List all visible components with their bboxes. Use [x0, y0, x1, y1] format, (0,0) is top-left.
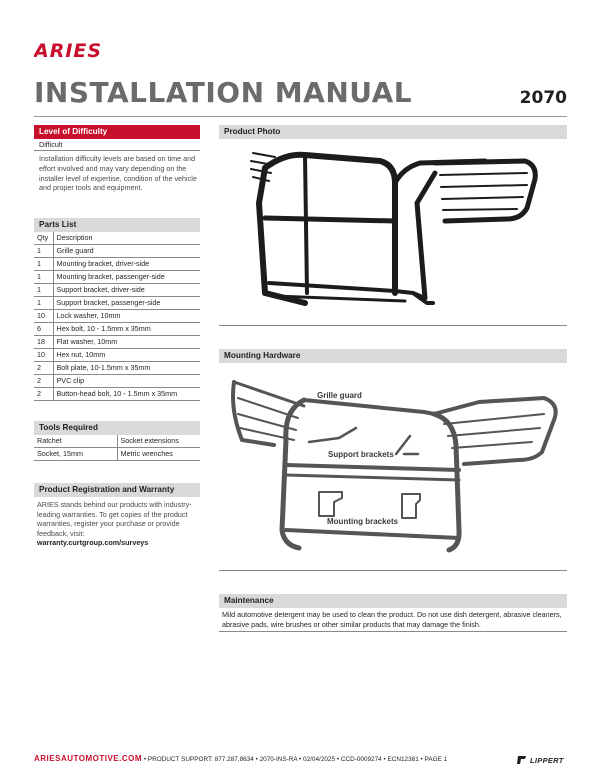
grille-guard-callout: Grille guard [317, 391, 362, 400]
description-cell: Hex bolt, 10 - 1.5mm x 35mm [53, 323, 200, 336]
mounting-hardware-section [219, 349, 567, 363]
page-title: INSTALLATION MANUAL [34, 76, 413, 109]
qty-cell: 10 [34, 310, 53, 323]
lippert-mark-icon [516, 755, 528, 765]
qty-column-header: Qty [34, 232, 53, 245]
maintenance-heading: Maintenance [219, 594, 567, 608]
description-column-header: Description [53, 232, 200, 245]
qty-cell: 2 [34, 388, 53, 401]
description-cell: Button-head bolt, 10 - 1.5mm x 35mm [53, 388, 200, 401]
mounting-brackets-callout: Mounting brackets [327, 517, 399, 526]
table-row [34, 362, 200, 375]
product-photo-section [219, 125, 567, 139]
difficulty-description: Installation difficulty levels are based on time and effort involved and may vary depending on the installer level of expertise, condition of the vehicle and proper tools and equipment. [39, 154, 197, 193]
footer-doc-number: 2070-INS-RA [259, 756, 298, 763]
qty-cell: 1 [34, 284, 53, 297]
description-cell: Support bracket, passenger-side [53, 297, 200, 310]
table-row [34, 448, 200, 461]
qty-cell: 6 [34, 323, 53, 336]
tool-cell: Ratchet [34, 435, 117, 448]
table-row [34, 245, 200, 258]
description-cell: PVC clip [53, 375, 200, 388]
table-row [34, 310, 200, 323]
section-divider [219, 570, 567, 571]
footer-ecn: ECN12381 [387, 756, 419, 763]
footer-page: PAGE 1 [424, 756, 448, 763]
table-row [34, 323, 200, 336]
footer-website[interactable]: ARIESAUTOMOTIVE.COM [34, 754, 143, 763]
footer-ccd: CCD-0009274 [340, 756, 382, 763]
description-cell: Hex nut, 10mm [53, 349, 200, 362]
aries-logo-text: ARIES [34, 40, 103, 60]
warranty-link[interactable]: warranty.curtgroup.com/surveys [37, 538, 149, 548]
qty-cell: 1 [34, 258, 53, 271]
product-photo [245, 143, 543, 313]
part-number: 2070 [519, 88, 567, 108]
table-row [34, 435, 200, 448]
description-cell: Mounting bracket, driver-side [53, 258, 200, 271]
difficulty-level: Difficult [34, 139, 200, 151]
table-row [34, 375, 200, 388]
section-divider [219, 325, 567, 326]
warranty-heading: Product Registration and Warranty [34, 483, 200, 497]
table-row [34, 284, 200, 297]
qty-cell: 10 [34, 349, 53, 362]
table-row [34, 271, 200, 284]
mounting-hardware-heading: Mounting Hardware [219, 349, 567, 363]
warranty-section [34, 483, 200, 548]
description-cell: Flat washer, 10mm [53, 336, 200, 349]
warranty-text: ARIES stands behind our products with industry-leading warranties. To get copies of the product warranties, register your purchase or provide feedback, visit: [37, 500, 192, 538]
footer-date: 02/04/2025 [303, 756, 336, 763]
maintenance-section [219, 594, 567, 632]
tool-cell: Socket, 15mm [34, 448, 117, 461]
header-divider [34, 116, 567, 117]
table-row [34, 297, 200, 310]
parts-table-header [34, 232, 200, 245]
table-row [34, 336, 200, 349]
description-cell: Bolt plate, 10-1.5mm x 35mm [53, 362, 200, 375]
table-row [34, 349, 200, 362]
tools-table [34, 435, 200, 461]
qty-cell: 2 [34, 375, 53, 388]
qty-cell: 2 [34, 362, 53, 375]
description-cell: Mounting bracket, passenger-side [53, 271, 200, 284]
mounting-hardware-diagram [224, 370, 564, 560]
footer: ARIESAUTOMOTIVE.COM • PRODUCT SUPPORT: 877.287.8634 • 2070-INS-RA • 02/04/2025 • CCD-0009274 • ECN12381 • PAGE 1 [34, 754, 448, 763]
lippert-logo-text: LIPPERT [530, 755, 564, 765]
parts-list-section [34, 218, 200, 401]
product-photo-heading: Product Photo [219, 125, 567, 139]
parts-list-heading: Parts List [34, 218, 200, 232]
tool-cell: Metric wrenches [117, 448, 200, 461]
difficulty-heading: Level of Difficulty [34, 125, 200, 139]
table-row [34, 258, 200, 271]
qty-cell: 1 [34, 297, 53, 310]
aries-logo [34, 40, 138, 60]
description-cell: Grille guard [53, 245, 200, 258]
qty-cell: 1 [34, 245, 53, 258]
description-cell: Lock washer, 10mm [53, 310, 200, 323]
maintenance-text: Mild automotive detergent may be used to clean the product. Do not use dish detergent, abrasive cleaners, abrasive pads, wire brushes or other similar products that may damage the finish. [222, 610, 562, 629]
qty-cell: 1 [34, 271, 53, 284]
lippert-logo [516, 754, 564, 766]
support-brackets-callout: Support brackets [328, 450, 394, 459]
section-divider [219, 631, 567, 632]
tool-cell: Socket extensions [117, 435, 200, 448]
footer-support: PRODUCT SUPPORT: 877.287.8634 [147, 756, 254, 763]
tools-section [34, 421, 200, 461]
parts-table [34, 232, 200, 401]
table-row [34, 388, 200, 401]
qty-cell: 18 [34, 336, 53, 349]
tools-heading: Tools Required [34, 421, 200, 435]
description-cell: Support bracket, driver-side [53, 284, 200, 297]
difficulty-section [34, 125, 200, 193]
